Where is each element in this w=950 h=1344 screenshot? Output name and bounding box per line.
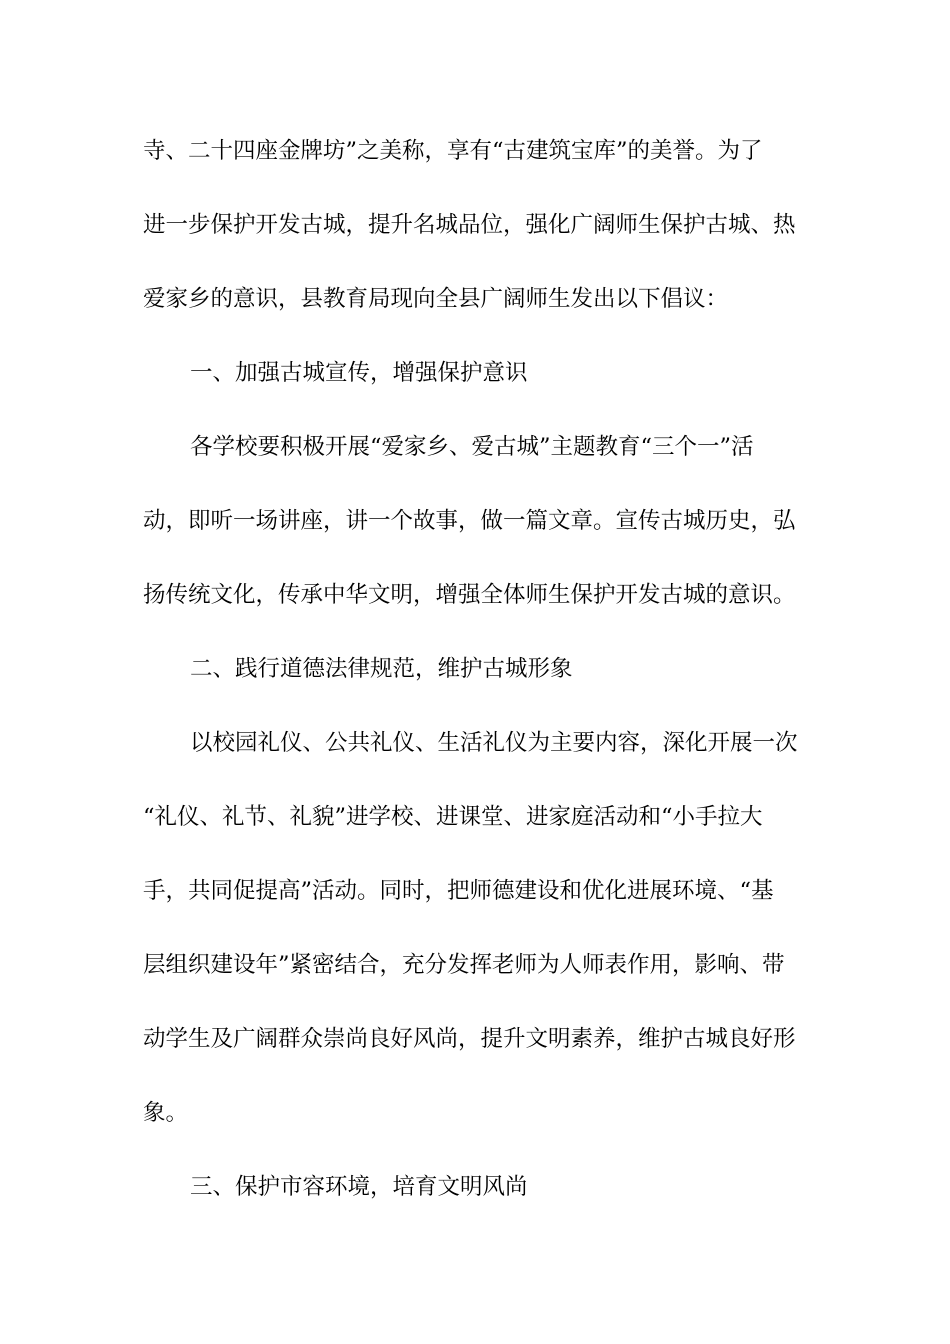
body-text-line: 扬传统文化，传承中华文明，增强全体师生保护开发古城的意识。 bbox=[143, 582, 796, 608]
body-text-line: 寺、二十四座金牌坊”之美称，享有“古建筑宝库”的美誉。为了 bbox=[143, 138, 763, 164]
body-text-line: 动学生及广阔群众崇尚良好风尚，提升文明素养，维护古城良好形 bbox=[143, 1026, 796, 1052]
section-heading-2: 二、践行道德法律规范，维护古城形象 bbox=[190, 656, 573, 682]
body-text-line: 进一步保护开发古城，提升名城品位，强化广阔师生保护古城、热 bbox=[143, 212, 796, 238]
body-text-line: “礼仪、礼节、礼貌”进学校、进课堂、进家庭活动和“小手拉大 bbox=[143, 804, 763, 830]
body-text-line: 以校园礼仪、公共礼仪、生活礼仪为主要内容，深化开展一次 bbox=[190, 730, 798, 756]
body-text-line: 爱家乡的意识，县教育局现向全县广阔师生发出以下倡议： bbox=[143, 286, 729, 312]
body-text-line: 各学校要积极开展“爱家乡、爱古城”主题教育“三个一”活 bbox=[190, 434, 754, 460]
body-text-line: 动，即听一场讲座，讲一个故事，做一篇文章。宣传古城历史，弘 bbox=[143, 508, 796, 534]
body-text-line: 手，共同促提高”活动。同时，把师德建设和优化进展环境、“基 bbox=[143, 878, 774, 904]
body-text-line: 层组织建设年”紧密结合，充分发挥老师为人师表作用，影响、带 bbox=[143, 952, 785, 978]
body-text-line: 象。 bbox=[143, 1100, 189, 1126]
section-heading-1: 一、加强古城宣传，增强保护意识 bbox=[190, 360, 528, 386]
section-heading-3: 三、保护市容环境，培育文明风尚 bbox=[190, 1174, 528, 1200]
